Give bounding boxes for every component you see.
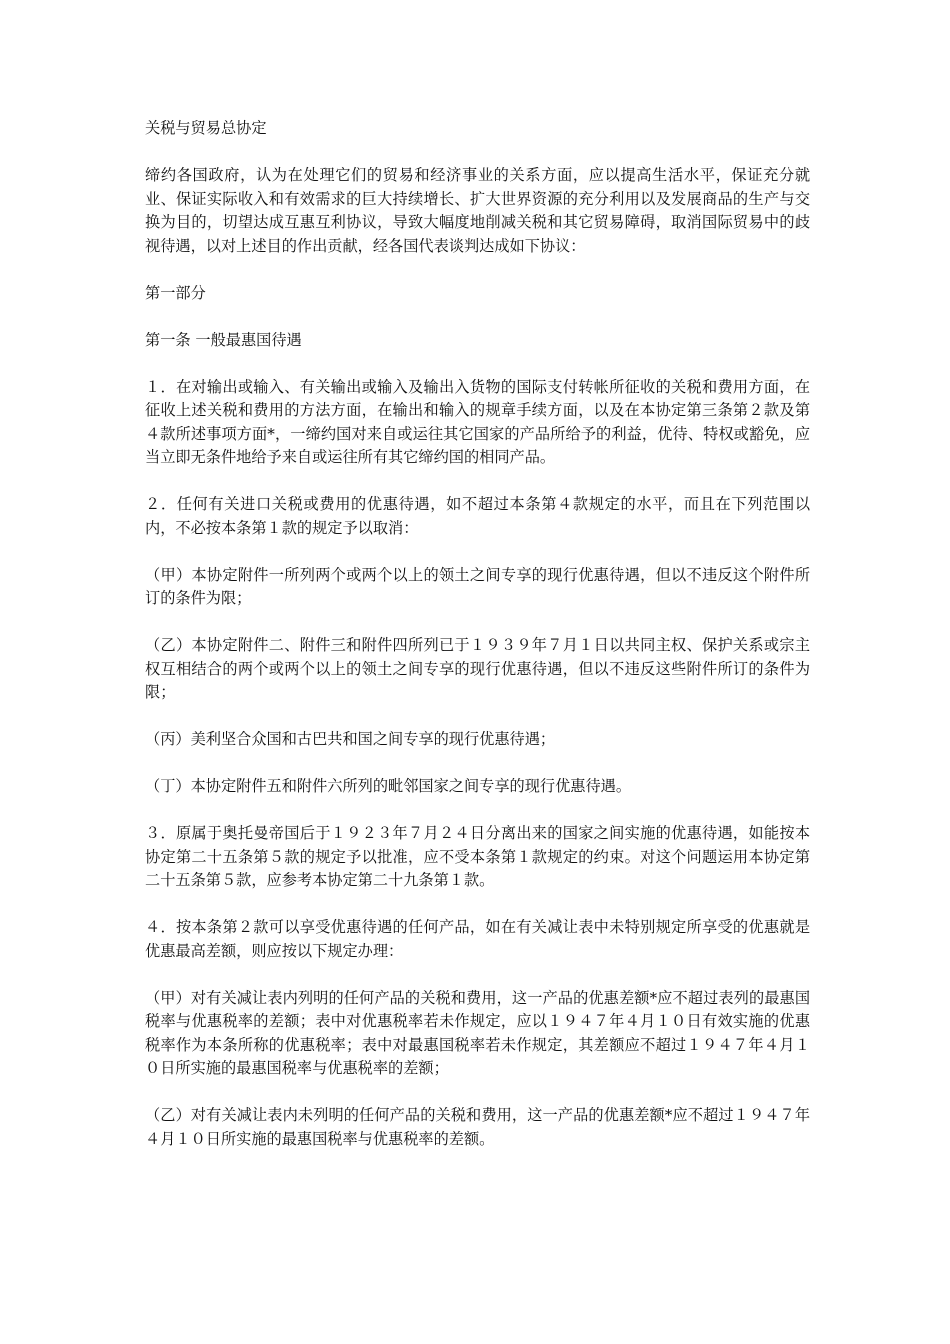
- article-paragraph: ４．按本条第２款可以享受优惠待遇的任何产品，如在有关减让表中未特别规定所享受的优惠就是优惠最高差额，则应按以下规定办理：: [145, 918, 810, 960]
- preamble-paragraph: 缔约各国政府，认为在处理它们的贸易和经济事业的关系方面，应以提高生活水平，保证充分就业、保证实际收入和有效需求的巨大持续增长、扩大世界资源的充分利用以及发展商品的生产与交换为目的，切望达成互惠互利协议，导致大幅度地削减关税和其它贸易障碍，取消国际贸易中的歧视待遇，以对上述目的作出贡献，经各国代表谈判达成如下协议：: [145, 166, 810, 255]
- article-paragraph: （甲）对有关减让表内列明的任何产品的关税和费用，这一产品的优惠差额*应不超过表列的最惠国税率与优惠税率的差额；表中对优惠税率若未作规定，应以１９４７年４月１０日有效实施的优惠税率作为本条所称的优惠税率；表中对最惠国税率若未作规定，其差额应不超过１９４７年４月１０日所实施的最惠国税率与优惠税率的差额；: [145, 988, 810, 1077]
- article-paragraph: （丙）美利坚合众国和古巴共和国之间专享的现行优惠待遇；: [145, 730, 556, 748]
- document-page: [145, 117, 810, 1175]
- article-paragraph: １．在对输出或输入、有关输出或输入及输出入货物的国际支付转帐所征收的关税和费用方面，在征收上述关税和费用的方法方面，在输出和输入的规章手续方面，以及在本协定第三条第２款及第４款所述事项方面*，一缔约国对来自或运往其它国家的产品所给予的利益，优待、特权或豁免，应当立即无条件地给予来自或运往所有其它缔约国的相同产品。: [145, 377, 810, 466]
- article-paragraph: ３．原属于奥托曼帝国后于１９２３年７月２４日分离出来的国家之间实施的优惠待遇，如能按本协定第二十五条第５款的规定予以批准，应不受本条第１款规定的约束。对这个问题运用本协定第二十五条第５款，应参考本协定第二十九条第１款。: [145, 824, 810, 889]
- document-title: 关税与贸易总协定: [145, 119, 267, 137]
- article-paragraph: （乙）本协定附件二、附件三和附件四所列已于１９３９年７月１日以共同主权、保护关系或宗主权互相结合的两个或两个以上的领土之间专享的现行优惠待遇，但以不违反这些附件所订的条件为限；: [145, 636, 810, 701]
- article-paragraph: ２．任何有关进口关税或费用的优惠待遇，如不超过本条第４款规定的水平，而且在下列范围以内，不必按本条第１款的规定予以取消：: [145, 495, 810, 537]
- article-heading: 第一条 一般最惠国待遇: [145, 330, 302, 349]
- article-paragraph: （乙）对有关减让表内未列明的任何产品的关税和费用，这一产品的优惠差额*应不超过１９４７年４月１０日所实施的最惠国税率与优惠税率的差额。: [145, 1106, 810, 1148]
- article-paragraph: （甲）本协定附件一所列两个或两个以上的领土之间专享的现行优惠待遇，但以不违反这个附件所订的条件为限；: [145, 565, 810, 607]
- part-heading: 第一部分: [145, 283, 206, 302]
- article-paragraph: （丁）本协定附件五和附件六所列的毗邻国家之间专享的现行优惠待遇。: [145, 777, 631, 795]
